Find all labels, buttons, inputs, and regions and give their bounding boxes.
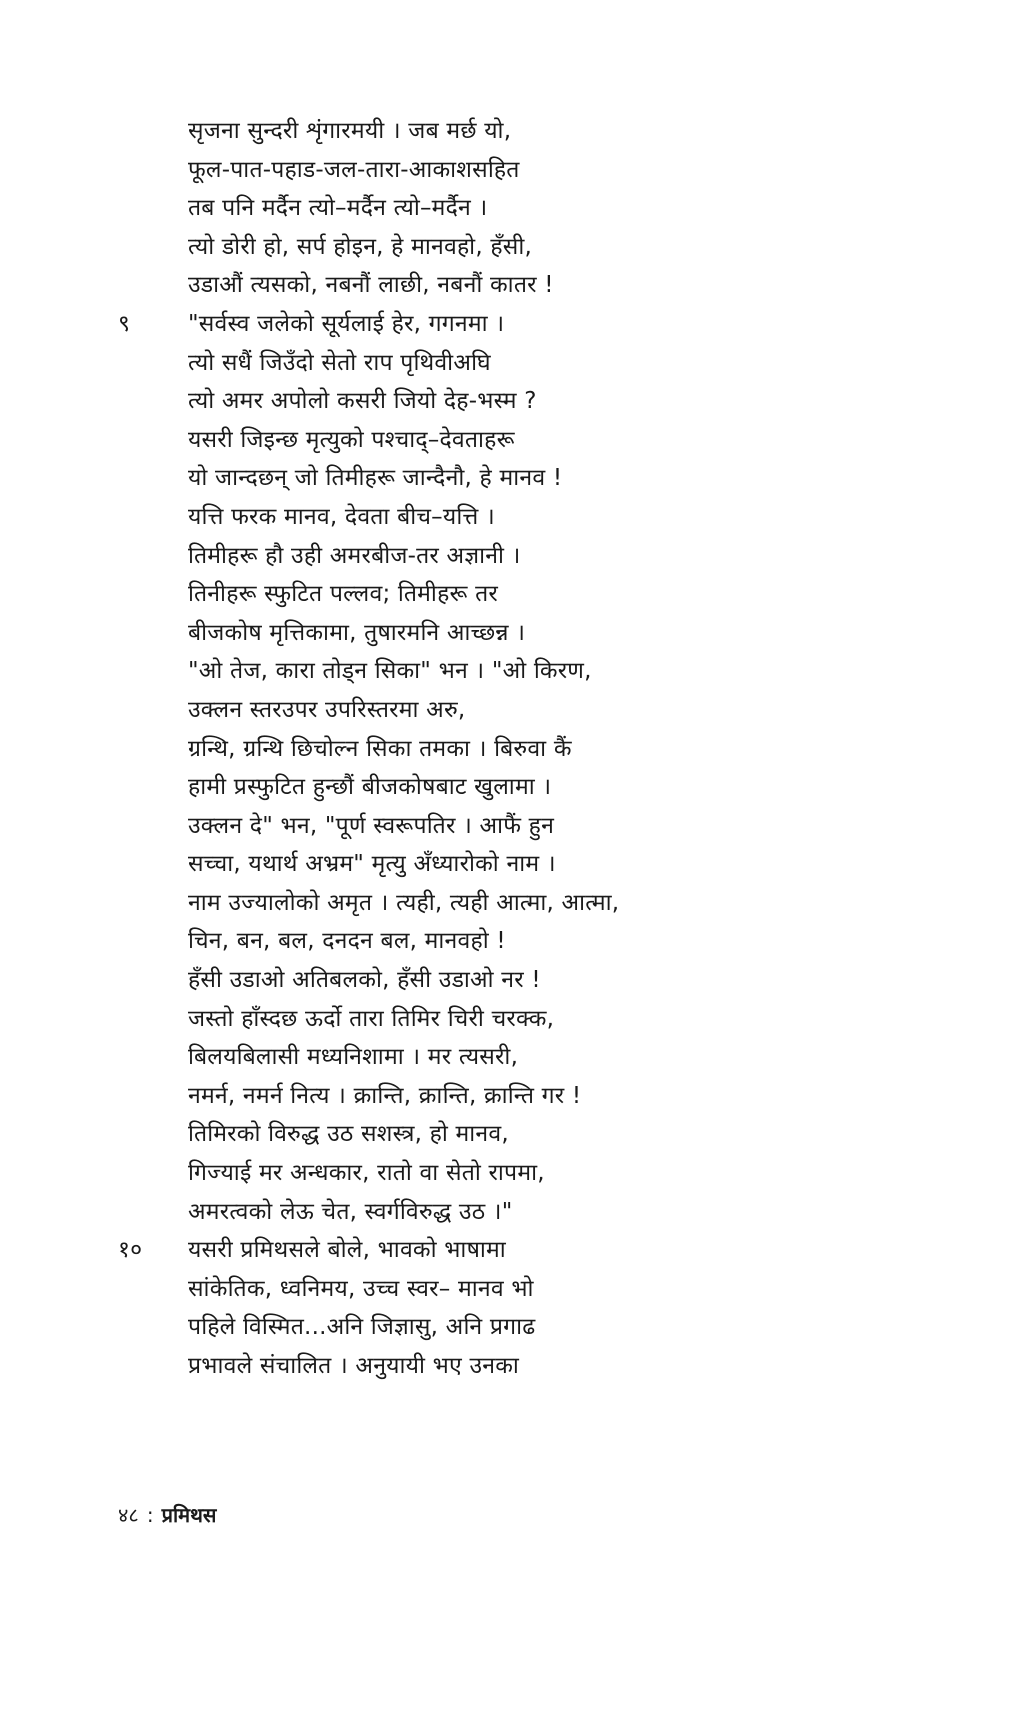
poem-line <box>188 1038 988 1077</box>
poem-line <box>188 1193 988 1232</box>
poem-line-text: यसरी जिइन्छ मृत्युको पश्चाद्–देवताहरू <box>188 426 515 453</box>
poem-line-text: उक्लन स्तरउपर उपरिस्तरमा अरु, <box>188 696 466 723</box>
poem-line-text: उक्लन दे" भन, "पूर्ण स्वरूपतिर । आफैं हुन <box>188 812 555 839</box>
poem-line-text: फूल-पात-पहाड-जल-तारा-आकाशसहित <box>188 156 520 183</box>
poem-line <box>188 1154 988 1193</box>
poem-line <box>188 189 988 228</box>
poem-line <box>188 112 988 151</box>
poem-line <box>188 614 988 653</box>
poem-line-text: अमरत्वको लेऊ चेत, स्वर्गविरुद्ध उठ ।" <box>188 1198 513 1225</box>
poem-line <box>188 768 988 807</box>
poem-line-text: नमर्न, नमर्न नित्य । क्रान्ति, क्रान्ति, क्रान्ति गर ! <box>188 1082 582 1109</box>
poem-line <box>188 730 988 769</box>
poem-line-text: तिमिरको विरुद्ध उठ सशस्त्र, हो मानव, <box>188 1121 509 1148</box>
poem-line <box>188 1000 988 1039</box>
poem-line-text: यसरी प्रमिथसले बोले, भावको भाषामा <box>188 1237 506 1264</box>
page-footer <box>118 1500 216 1530</box>
poem-line-text: त्यो सधैं जिउँदो सेतो राप पृथिवीअघि <box>188 349 491 376</box>
poem-line-text: त्यो अमर अपोलो कसरी जियो देह-भस्म ? <box>188 388 537 415</box>
poem-line <box>188 382 988 421</box>
poem-line <box>188 151 988 190</box>
book-title: प्रमिथस <box>161 1503 217 1527</box>
poem-line <box>188 961 988 1000</box>
poem-line <box>188 266 988 305</box>
poem-line <box>188 1115 988 1154</box>
poem-line <box>188 922 988 961</box>
poem-line <box>188 344 988 383</box>
poem-line-text: बीजकोष मृत्तिकामा, तुषारमनि आच्छन्न । <box>188 619 526 646</box>
poem-line-text: तिनीहरू स्फुटित पल्लव; तिमीहरू तर <box>188 581 499 608</box>
poem-line-text: बिलयबिलासी मध्यनिशामा । मर त्यसरी, <box>188 1044 519 1071</box>
poem-line-text: पहिले विस्मित...अनि जिज्ञासु, अनि प्रगाढ <box>188 1314 536 1341</box>
poem-line <box>188 228 988 267</box>
poem-line <box>188 1077 988 1116</box>
poem-line-text: यो जान्दछन् जो तिमीहरू जान्दैनौ, हे मानव ! <box>188 465 563 492</box>
poem-line <box>188 459 988 498</box>
poem-line <box>188 807 988 846</box>
poem-line-text: उडाऔं त्यसको, नबनौं लाछी, नबनौं कातर ! <box>188 272 554 299</box>
poem-line <box>188 884 988 923</box>
poem-line-text: प्रभावले संचालित । अनुयायी भए उनका <box>188 1353 520 1379</box>
poem-line <box>188 1270 988 1309</box>
poem-line-text: हँसी उडाओ अतिबलको, हँसी उडाओ नर ! <box>188 967 541 994</box>
poem-line <box>118 1231 988 1270</box>
poem-line-text: यत्ति फरक मानव, देवता बीच–यत्ति । <box>188 503 495 530</box>
poem-line-text: चिन, बन, बल, दनदन बल, मानवहो ! <box>188 928 506 955</box>
poem-line <box>188 421 988 460</box>
poem-line <box>188 652 988 691</box>
poem-body <box>118 112 988 1386</box>
poem-line-text: ग्रन्थि, ग्रन्थि छिचोल्न सिका तमका । बिरुवा कैं <box>188 735 572 762</box>
poem-line <box>188 691 988 730</box>
poem-line-text: जस्तो हाँस्दछ ऊर्दो तारा तिमिर चिरी चरक्क, <box>188 1005 555 1032</box>
poem-line-text: तिमीहरू हौ उही अमरबीज-तर अज्ञानी । <box>188 542 521 569</box>
page-number: ४८ <box>118 1503 139 1527</box>
verse-number: १० <box>118 1237 143 1264</box>
poem-line-text: तब पनि मर्दैन त्यो–मर्दैन त्यो–मर्दैन । <box>188 195 488 222</box>
poem-line <box>188 575 988 614</box>
poem-line-text: नाम उज्यालोको अमृत । त्यही, त्यही आत्मा, आत्मा, <box>188 889 620 916</box>
poem-line <box>188 845 988 884</box>
poem-line <box>188 1347 988 1386</box>
poem-line-text: सांकेतिक, ध्वनिमय, उच्च स्वर– मानव भो <box>188 1275 534 1302</box>
poem-line-text: हामी प्रस्फुटित हुन्छौं बीजकोषबाट खुलामा । <box>188 774 552 801</box>
poem-line <box>188 1308 988 1347</box>
footer-separator: : <box>146 1503 154 1527</box>
poem-line-text: सृजना सुन्दरी शृंगारमयी । जब मर्छ यो, <box>188 118 512 144</box>
poem-line <box>188 537 988 576</box>
poem-line-text: त्यो डोरी हो, सर्प होइन, हे मानवहो, हँसी, <box>188 233 532 260</box>
poem-line-text: सच्चा, यथार्थ अभ्रम" मृत्यु अँध्यारोको नाम । <box>188 851 556 878</box>
verse-number: ९ <box>118 310 131 337</box>
poem-line-text: "सर्वस्व जलेको सूर्यलाई हेर, गगनमा । <box>188 310 505 337</box>
poem-line <box>118 305 988 344</box>
poem-line-text: "ओ तेज, कारा तोड्न सिका" भन । "ओ किरण, <box>188 658 592 685</box>
poem-line-text: गिज्याई मर अन्धकार, रातो वा सेतो रापमा, <box>188 1160 545 1187</box>
poem-line <box>188 498 988 537</box>
